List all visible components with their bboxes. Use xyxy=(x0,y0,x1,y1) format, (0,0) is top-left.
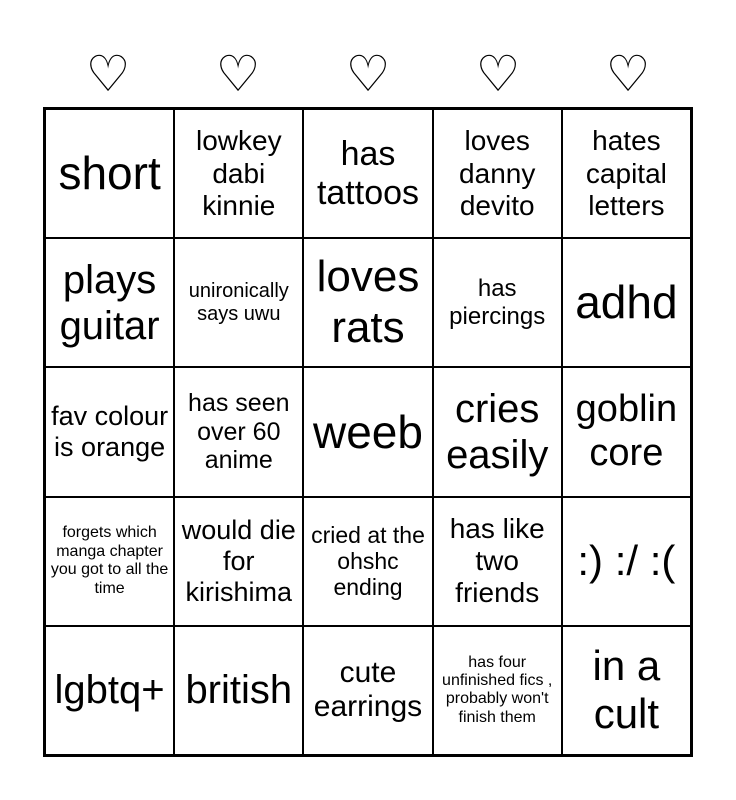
bingo-cell[interactable] xyxy=(562,367,691,496)
bingo-cell-label: fav colour is orange xyxy=(51,400,169,462)
bingo-cell-label: hates capital letters xyxy=(585,125,667,221)
bingo-cell[interactable] xyxy=(562,238,691,367)
bingo-card-grid xyxy=(43,107,693,757)
bingo-cell-label: has four unfinished fics , probably won't finish them xyxy=(442,653,553,726)
bingo-cell-label: plays guitar xyxy=(59,257,160,348)
bingo-cell[interactable] xyxy=(303,238,432,367)
bingo-cell-label: lowkey dabi kinnie xyxy=(195,125,282,221)
bingo-cell-label: has like two friends xyxy=(449,512,545,609)
bingo-cell-label: unironically says uwu xyxy=(188,279,289,325)
bingo-cell[interactable] xyxy=(562,497,691,626)
bingo-cell-label: has piercings xyxy=(449,275,546,330)
bingo-cell[interactable] xyxy=(174,109,303,238)
bingo-cell[interactable] xyxy=(303,109,432,238)
bingo-cell-label: cries easily xyxy=(446,386,549,477)
bingo-cell[interactable] xyxy=(562,109,691,238)
bingo-cell-label: cried at the ohshc ending xyxy=(311,521,425,601)
bingo-cell[interactable] xyxy=(433,497,562,626)
heart-header-row xyxy=(43,44,693,104)
bingo-cell-label: :) :/ :( xyxy=(577,537,676,585)
heart-icon: ♡ xyxy=(605,45,651,103)
bingo-cell-label: goblin core xyxy=(575,388,678,474)
bingo-cell[interactable] xyxy=(303,497,432,626)
bingo-cell[interactable] xyxy=(303,626,432,755)
bingo-cell-label: cute earrings xyxy=(313,655,423,724)
bingo-cell[interactable] xyxy=(174,497,303,626)
heart-icon: ♡ xyxy=(85,45,131,103)
bingo-cell[interactable] xyxy=(174,367,303,496)
bingo-cell[interactable] xyxy=(433,238,562,367)
bingo-cell-label: lgbtq+ xyxy=(54,668,165,713)
bingo-cell-label: loves rats xyxy=(316,252,420,352)
heart-icon: ♡ xyxy=(475,45,521,103)
bingo-cell[interactable] xyxy=(433,367,562,496)
bingo-cell[interactable] xyxy=(45,367,174,496)
bingo-cell-label: forgets which manga chapter you got to all the time xyxy=(50,524,169,597)
bingo-cell[interactable] xyxy=(562,626,691,755)
bingo-cell-label: has tattoos xyxy=(316,134,420,212)
bingo-cell-label: adhd xyxy=(575,276,678,329)
bingo-cell-label: british xyxy=(185,668,293,713)
bingo-cell-label: weeb xyxy=(313,405,423,458)
bingo-cell-label: would die for kirishima xyxy=(181,514,296,607)
bingo-cell[interactable] xyxy=(45,109,174,238)
bingo-cell[interactable] xyxy=(433,109,562,238)
bingo-cell[interactable] xyxy=(174,238,303,367)
bingo-cell[interactable] xyxy=(433,626,562,755)
bingo-cell-label: short xyxy=(58,147,161,200)
bingo-cell[interactable] xyxy=(45,626,174,755)
bingo-cell[interactable] xyxy=(303,367,432,496)
bingo-cell[interactable] xyxy=(45,238,174,367)
bingo-cell[interactable] xyxy=(174,626,303,755)
heart-icon: ♡ xyxy=(215,45,261,103)
bingo-cell-label: loves danny devito xyxy=(459,125,536,221)
bingo-cell[interactable] xyxy=(45,497,174,626)
heart-icon: ♡ xyxy=(345,45,391,103)
bingo-cell-label: in a cult xyxy=(592,642,661,738)
bingo-cell-label: has seen over 60 anime xyxy=(188,388,290,475)
